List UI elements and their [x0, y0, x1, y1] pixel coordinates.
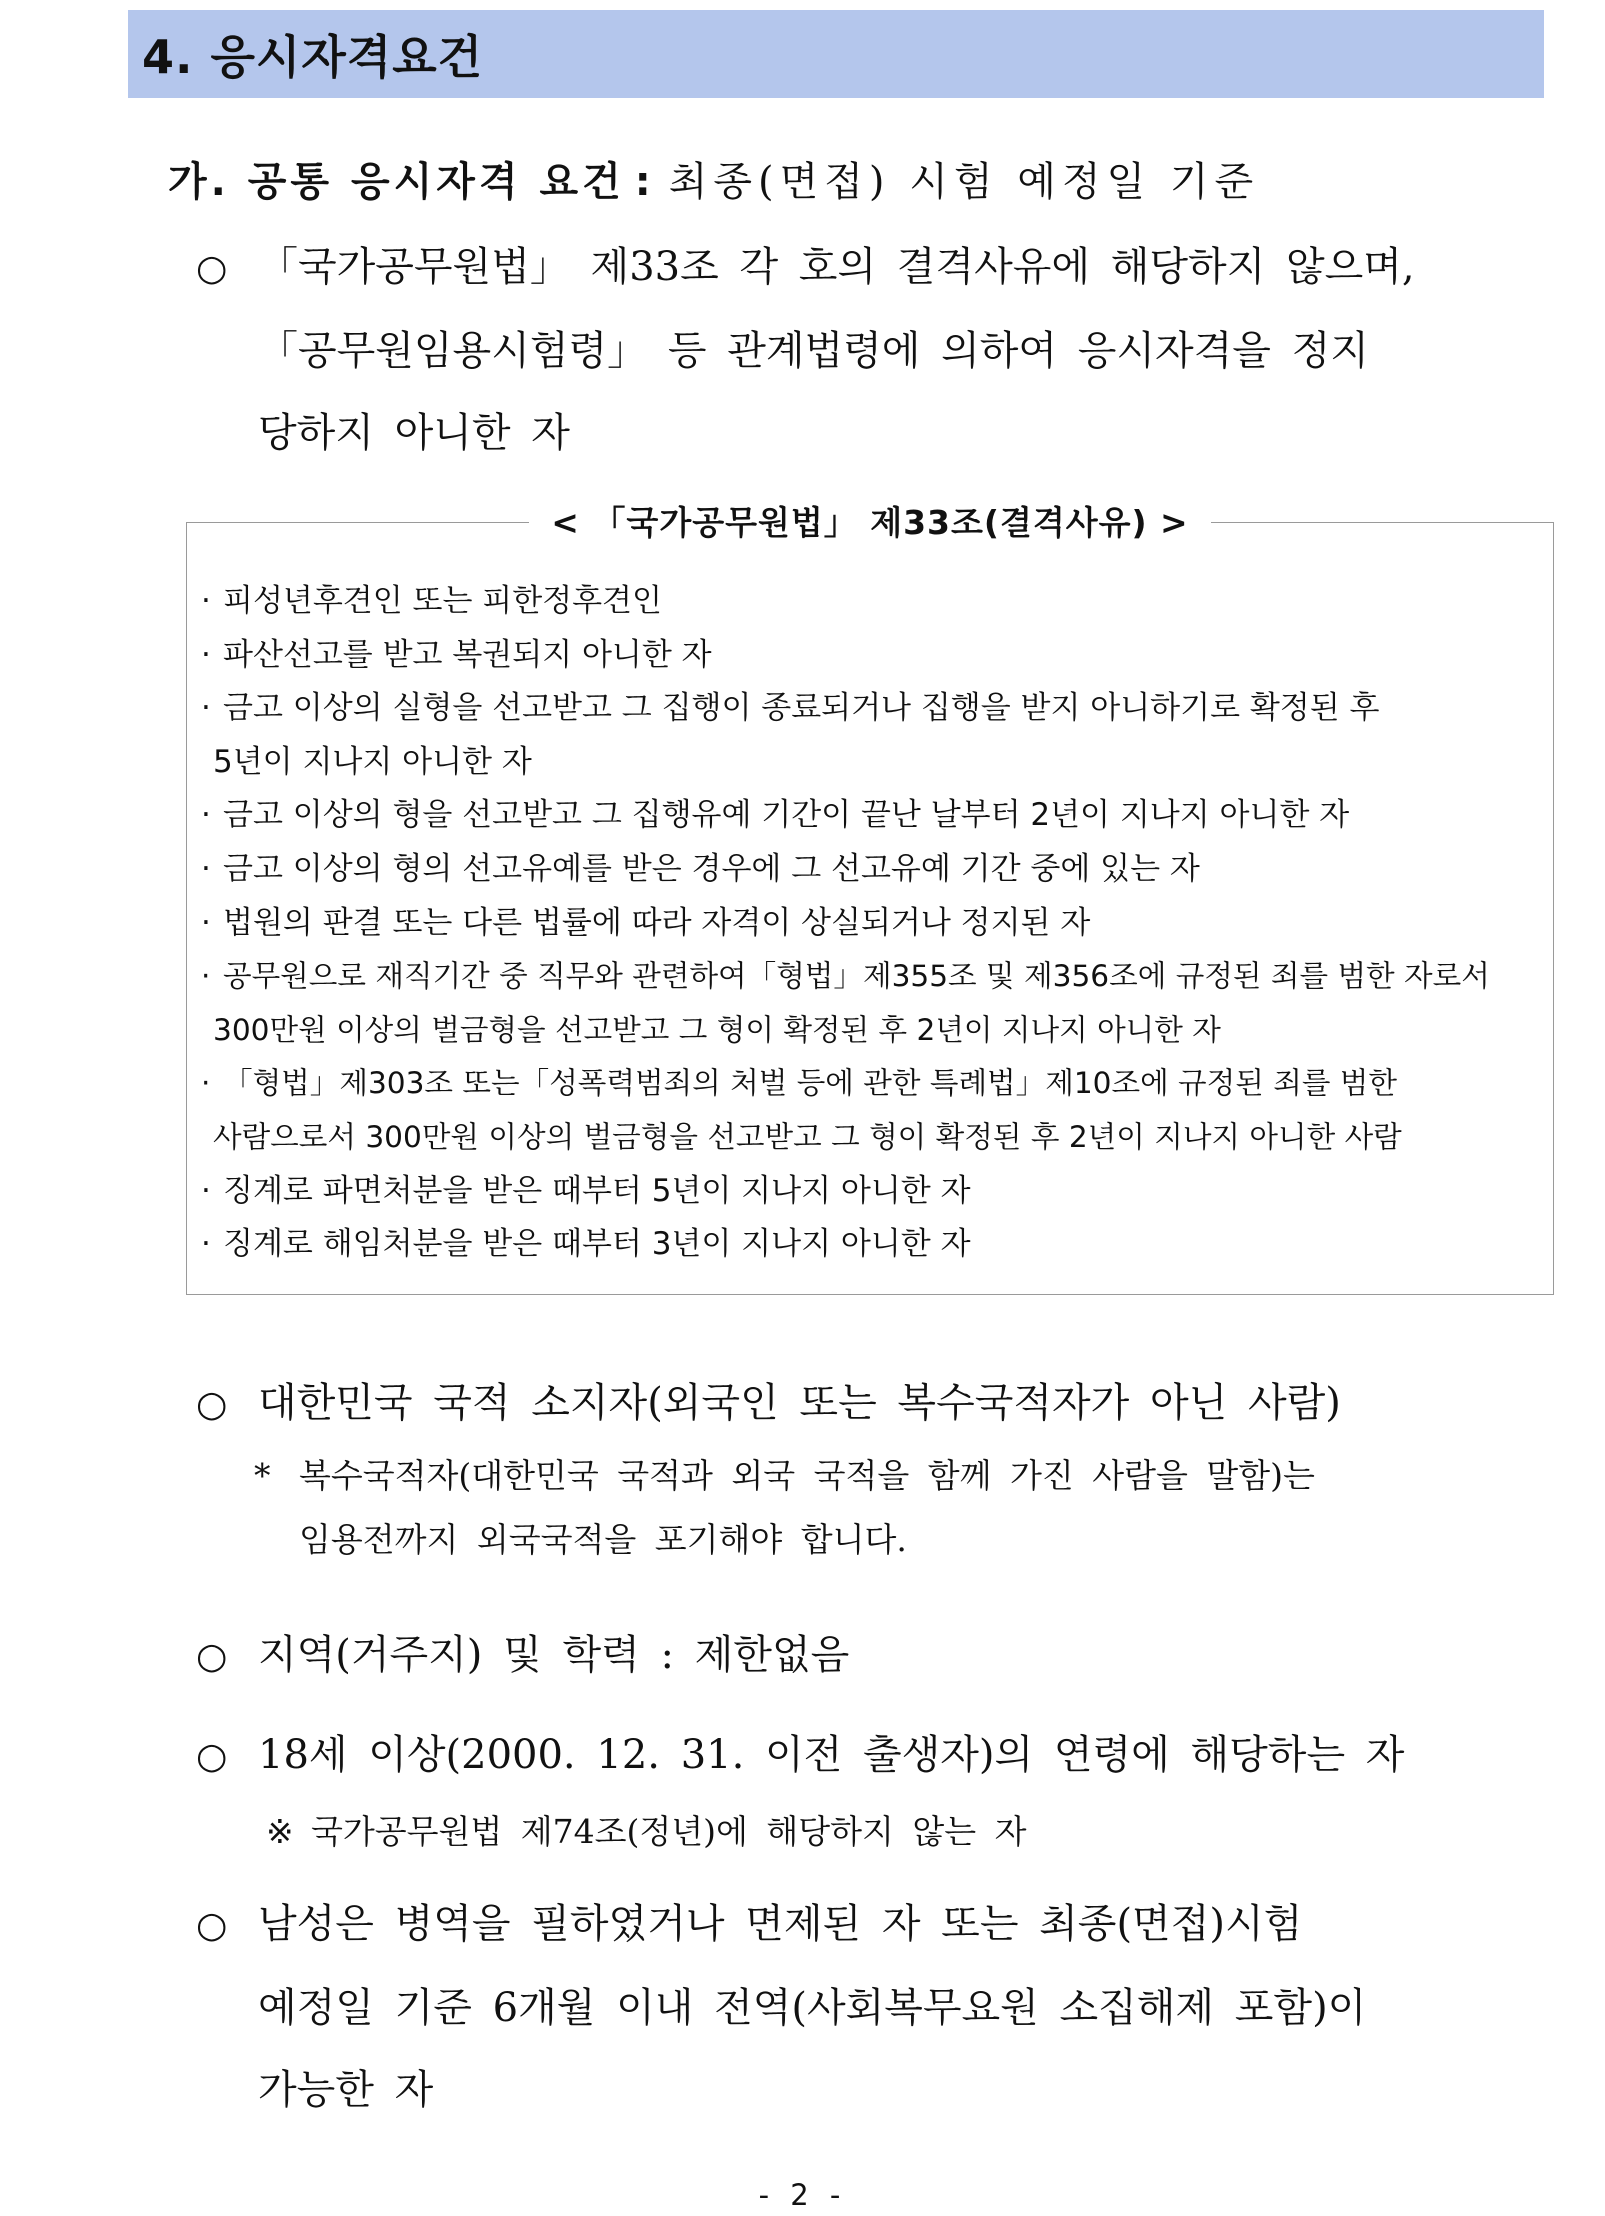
list-item-continuation: 5년이 지나지 아니한 자 [213, 743, 532, 780]
list-item-text: 금고 이상의 형을 선고받고 그 집행유예 기간이 끝난 날부터 2년이 지나지 아니한 자 [223, 797, 1350, 834]
dot-icon: · [201, 583, 211, 619]
list-item [201, 843, 1531, 897]
asterisk-icon: * [254, 1456, 271, 1495]
box-title: < 「국가공무원법」 제33조(결격사유) > [529, 503, 1210, 542]
bullet-military-service [196, 1883, 1566, 2131]
dot-icon: · [201, 797, 211, 834]
bullet-text-line: 「국가공무원법」 제33조 각 호의 결격사유에 해당하지 않으며, [258, 244, 1415, 290]
common-requirements-label: 가. 공통 응시자격 요건 [168, 159, 625, 205]
list-item [201, 897, 1531, 951]
list-item [201, 1218, 1531, 1272]
list-item-text: 피성년후견인 또는 피한정후견인 [223, 583, 662, 619]
list-item-text: 파산선고를 받고 복권되지 아니한 자 [223, 636, 712, 673]
circle-bullet-icon: ○ [196, 1384, 228, 1425]
section-header [128, 10, 1544, 98]
note-text-line: 복수국적자(대한민국 국적과 외국 국적을 함께 가진 사람을 말함)는 [299, 1456, 1315, 1495]
note-text-line: 임용전까지 외국국적을 포기해야 합니다. [299, 1520, 907, 1559]
bullet-text-line: 남성은 병역을 필하였거나 면제된 자 또는 최종(면접)시험 [258, 1901, 1303, 1947]
page-number: - 2 - [758, 2178, 847, 2212]
dot-icon: · [201, 904, 211, 941]
note-dual-nationality [254, 1444, 1544, 1572]
list-item-text: 징계로 파면처분을 받은 때부터 5년이 지나지 아니한 자 [223, 1172, 971, 1209]
circle-bullet-icon: ○ [196, 1636, 228, 1677]
note-text-line: 국가공무원법 제74조(정년)에 해당하지 않는 자 [311, 1812, 1027, 1851]
list-item-text: 공무원으로 재직기간 중 직무와 관련하여「형법」제355조 및 제356조에 규정된 죄를 범한 자로서 [223, 959, 1490, 994]
dot-icon: · [201, 1066, 211, 1101]
bullet-nationality [196, 1362, 1566, 1446]
bullet-text-line: 18세 이상(2000. 12. 31. 이전 출생자)의 연령에 해당하는 자 [258, 1732, 1405, 1778]
bullet-region-education [196, 1614, 1566, 1698]
list-item-text: 금고 이상의 형의 선고유예를 받은 경우에 그 선고유예 기간 중에 있는 자 [223, 850, 1200, 887]
common-requirements-heading [168, 150, 1259, 207]
list-item [201, 575, 1531, 629]
list-item-text: 금고 이상의 실형을 선고받고 그 집행이 종료되거나 집행을 받지 아니하기로 확정된 후 [223, 690, 1380, 727]
bullet-text-line: 지역(거주지) 및 학력 : 제한없음 [258, 1632, 850, 1678]
section-title: 4. 응시자격요건 [142, 30, 484, 84]
list-item [201, 1165, 1531, 1219]
bullet-text-line: 대한민국 국적 소지자(외국인 또는 복수국적자가 아닌 사람) [258, 1380, 1341, 1426]
list-item-text: 법원의 판결 또는 다른 법률에 따라 자격이 상실되거나 정지된 자 [223, 904, 1091, 941]
circle-bullet-icon: ○ [196, 1905, 228, 1946]
bullet-age [196, 1714, 1566, 1798]
list-item [201, 789, 1531, 843]
reference-mark-icon: ※ [266, 1812, 294, 1851]
common-requirements-basis: 최종(면접) 시험 예정일 기준 [668, 159, 1260, 205]
disqualification-list [201, 575, 1531, 1272]
circle-bullet-icon: ○ [196, 1736, 228, 1777]
note-retirement-age [266, 1800, 1556, 1864]
dot-icon: · [201, 1226, 211, 1263]
list-item [201, 1057, 1531, 1164]
heading-colon: : [634, 159, 651, 205]
bullet-text-line: 「공무원임용시험령」 등 관계법령에 의하여 응시자격을 정지 [258, 328, 1369, 374]
list-item-text: 「형법」제303조 또는「성폭력범죄의 처벌 등에 관한 특례법」제10조에 규정된 죄를 범한 [223, 1066, 1397, 1101]
list-item [201, 682, 1531, 789]
list-item-text: 징계로 해임처분을 받은 때부터 3년이 지나지 아니한 자 [223, 1226, 971, 1263]
dot-icon: · [201, 690, 211, 727]
dot-icon: · [201, 959, 211, 994]
bullet-text-line: 가능한 자 [258, 2067, 434, 2113]
box-title-wrap [187, 497, 1553, 544]
dot-icon: · [201, 850, 211, 887]
dot-icon: · [201, 636, 211, 673]
disqualification-box [186, 503, 1554, 1295]
dot-icon: · [201, 1172, 211, 1209]
list-item-continuation: 300만원 이상의 벌금형을 선고받고 그 형이 확정된 후 2년이 지나지 아니한 자 [213, 1012, 1221, 1047]
list-item [201, 950, 1531, 1057]
bullet-text-line: 예정일 기준 6개월 이내 전역(사회복무요원 소집해제 포함)이 [258, 1985, 1367, 2031]
list-item [201, 629, 1531, 683]
bullet-disqualification [196, 226, 1566, 474]
bullet-text-line: 당하지 아니한 자 [258, 410, 570, 456]
list-item-continuation: 사람으로서 300만원 이상의 벌금형을 선고받고 그 형이 확정된 후 2년이 지나지 아니한 사람 [213, 1119, 1402, 1154]
circle-bullet-icon: ○ [196, 248, 228, 289]
